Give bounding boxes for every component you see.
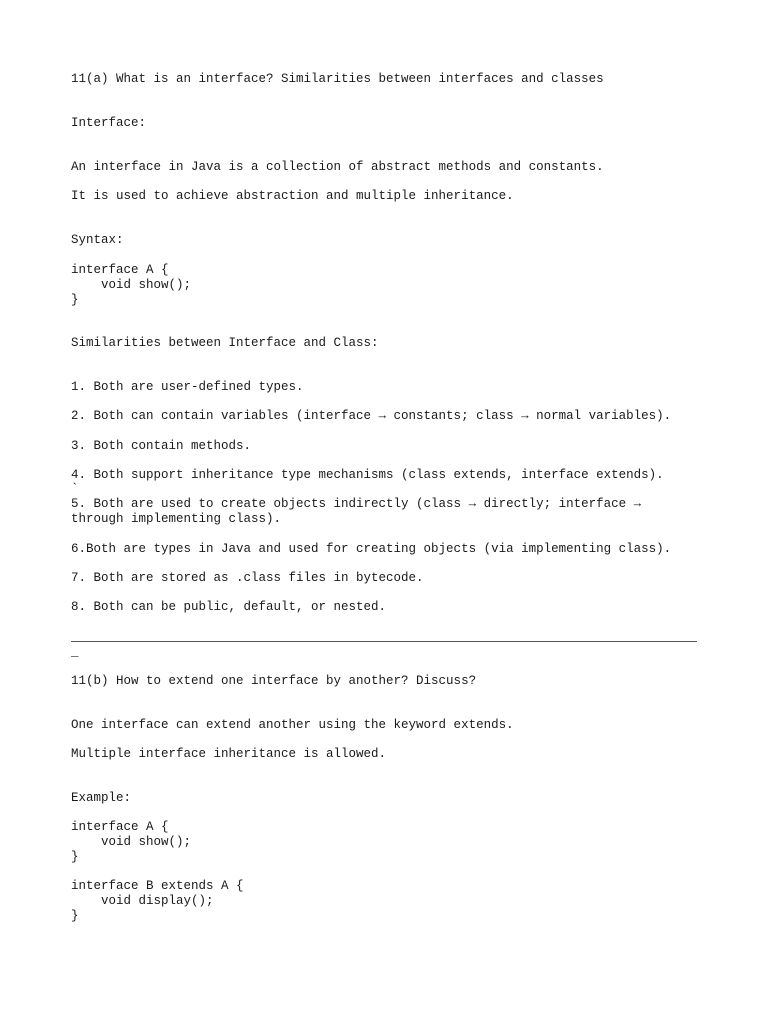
interface-heading: Interface: [71, 116, 147, 130]
similarity-item-5: 5. Both are used to create objects indirectly (class → directly; interface → through implementing class). [71, 497, 649, 526]
interface-definition-line-2: It is used to achieve abstraction and multiple inheritance. [71, 189, 514, 203]
extend-text-line-2: Multiple interface inheritance is allowed. [71, 747, 387, 761]
divider-tail: _ [71, 645, 79, 659]
similarity-item-3: 3. Both contain methods. [71, 439, 252, 453]
interface-definition-line-1: An interface in Java is a collection of abstract methods and constants. [71, 160, 604, 174]
extend-text-line-1: One interface can extend another using the keyword extends. [71, 718, 514, 732]
similarity-item-6: 6.Both are types in Java and used for creating objects (via implementing class). [71, 542, 672, 556]
similarity-item-2: 2. Both can contain variables (interface → constants; class → normal variables). [71, 409, 672, 423]
example-code-block-b: interface B extends A { void display(); } [71, 879, 244, 923]
similarity-item-4: 4. Both support inheritance type mechanisms (class extends, interface extends). [71, 468, 664, 482]
example-heading: Example: [71, 791, 132, 805]
question-11b-title: 11(b) How to extend one interface by another? Discuss? [71, 674, 477, 688]
example-code-block-a: interface A { void show(); } [71, 820, 192, 864]
stray-backtick: ` [71, 482, 79, 496]
similarity-item-8: 8. Both can be public, default, or nested. [71, 600, 387, 614]
question-11a-title: 11(a) What is an interface? Similarities between interfaces and classes [71, 72, 604, 86]
similarity-item-7: 7. Both are stored as .class files in bytecode. [71, 571, 424, 585]
syntax-heading: Syntax: [71, 233, 124, 247]
syntax-code-block: interface A { void show(); } [71, 263, 192, 307]
section-divider [71, 641, 697, 642]
similarity-item-1: 1. Both are user-defined types. [71, 380, 304, 394]
similarities-heading: Similarities between Interface and Class: [71, 336, 379, 350]
